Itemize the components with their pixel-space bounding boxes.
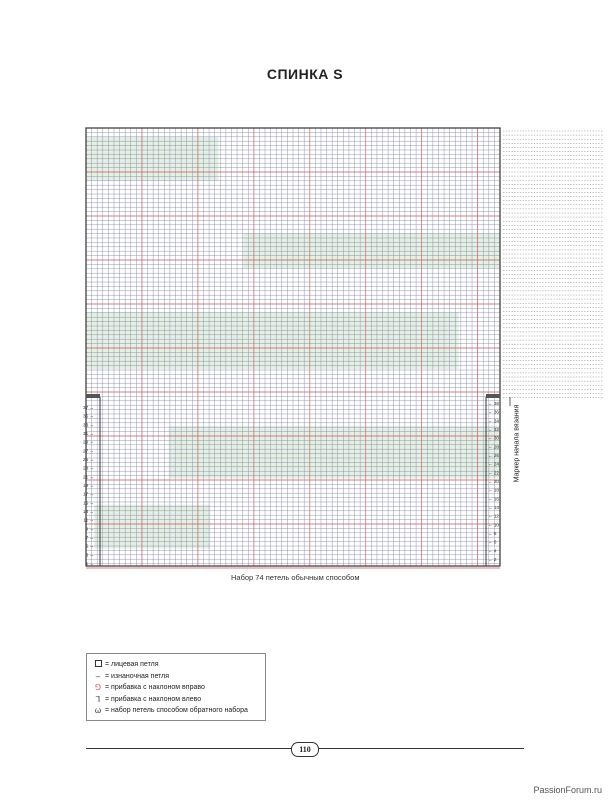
legend-row	[93, 705, 259, 717]
right-row-label: ← 22	[488, 470, 499, 476]
left-row-label: 23 →	[83, 465, 94, 471]
left-row-label: 5 →	[85, 543, 94, 549]
right-row-label: ← 10	[488, 522, 499, 528]
left-row-label: 13 →	[83, 509, 94, 514]
right-row-label: ← 12	[488, 513, 499, 519]
continuation-lines	[503, 131, 604, 398]
page-number: 110	[291, 742, 319, 757]
purl-band	[94, 505, 210, 549]
legend-text: = набор петель способом обратного набора	[105, 707, 248, 715]
legend-text: = прибавка с наклоном влево	[105, 695, 202, 703]
square-icon	[93, 660, 103, 669]
right-row-label: ← 14	[488, 505, 499, 510]
left-row-label: 17 →	[83, 491, 94, 497]
chart-title: СПИНКА S	[266, 66, 344, 82]
right-row-label: ← 18	[488, 487, 499, 493]
start-marker-text: Маркер начала вязания	[513, 404, 521, 483]
start-marker-label	[512, 400, 522, 490]
right-row-label: ← 36	[488, 409, 499, 415]
cast-on-note: Набор 74 петель обычным способом	[231, 573, 360, 582]
left-row-label: 7 →	[85, 535, 94, 540]
left-row-label: 25 →	[83, 457, 94, 462]
right-row-label: ← 8	[488, 531, 497, 536]
increase-left-icon: ⅂	[95, 694, 101, 704]
purl-band	[169, 426, 500, 479]
left-row-label: 3 →	[85, 552, 94, 558]
left-row-label: 9 →	[85, 526, 94, 532]
legend-text: = изнаночная петля	[105, 672, 170, 680]
dash-icon: –	[95, 671, 101, 681]
left-row-label: 19 →	[83, 483, 94, 488]
left-row-label: 1 →	[85, 561, 94, 566]
left-row-label: 37 →	[83, 405, 94, 410]
left-row-label: 21 →	[83, 474, 94, 480]
legend-row	[93, 671, 259, 683]
right-row-label: ← 38	[488, 401, 499, 406]
left-row-label: 33 →	[83, 422, 94, 428]
right-row-label: ← 16	[488, 496, 499, 502]
left-row-label: 15 →	[83, 500, 94, 506]
legend-row	[93, 659, 259, 671]
left-row-label: 29 →	[83, 439, 94, 445]
right-row-label: ← 2	[488, 557, 497, 562]
legend-row	[93, 694, 259, 706]
cast-on-marker-left	[86, 394, 100, 398]
legend-row	[93, 682, 259, 694]
watermark: PassionForum.ru	[533, 785, 602, 795]
increase-right-icon: ⅁	[94, 683, 102, 693]
left-row-label: 27 →	[83, 448, 94, 454]
right-row-label: ← 4	[488, 548, 497, 554]
legend	[86, 653, 266, 721]
left-row-label: 31 →	[83, 431, 94, 436]
page-rule-right	[318, 748, 524, 749]
left-row-label: 35 →	[83, 413, 94, 419]
right-row-label: ← 30	[488, 435, 499, 441]
page-rule-left	[86, 748, 291, 749]
right-row-label: ← 32	[488, 427, 499, 432]
right-row-label: ← 6	[488, 539, 497, 545]
left-row-label: 11 →	[83, 517, 94, 523]
right-row-label: ← 26	[488, 453, 499, 458]
right-row-label: ← 24	[488, 461, 499, 467]
legend-text: = лицевая петля	[105, 661, 159, 669]
legend-text: = прибавка с наклоном вправо	[105, 684, 205, 692]
cast-on-marker-right	[486, 394, 500, 398]
right-row-label: ← 34	[488, 418, 499, 424]
right-row-label: ← 28	[488, 444, 499, 450]
cast-on-icon: ω	[94, 706, 102, 716]
right-row-label: ← 20	[488, 479, 499, 484]
